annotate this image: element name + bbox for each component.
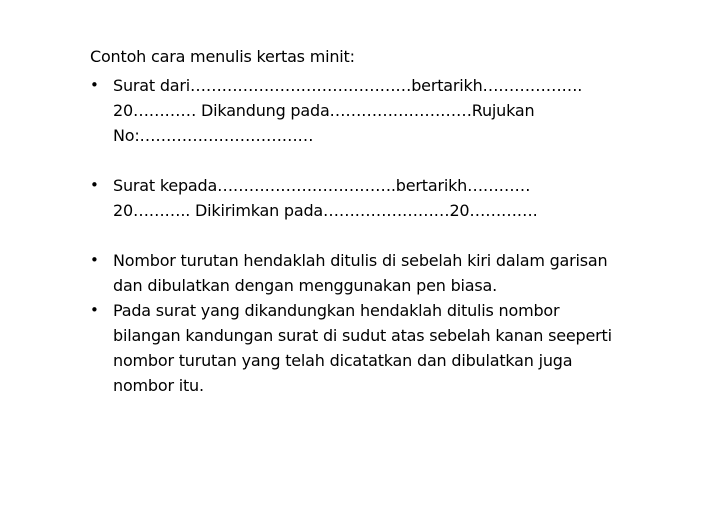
text-line: Surat dari……………………………………bertarikh………………. <box>113 76 583 95</box>
bullet-text <box>113 73 690 148</box>
bullet-item-surat-dari <box>90 73 690 148</box>
bullet-text <box>113 298 690 398</box>
text-line: nombor itu. <box>113 376 204 395</box>
slide-content <box>90 44 690 398</box>
bullet-icon: • <box>90 251 99 269</box>
spacer <box>90 223 690 248</box>
text-line: bilangan kandungan surat di sudut atas sebelah kanan seeperti <box>113 326 612 345</box>
bullet-text <box>113 173 690 223</box>
text-line: Surat kepada…………………………….bertarikh………… <box>113 176 531 195</box>
text-line: dan dibulatkan dengan menggunakan pen biasa. <box>113 276 497 295</box>
text-line: 20……….. Dikirimkan pada……………………20…………. <box>113 201 538 220</box>
text-line: nombor turutan yang telah dicatatkan dan dibulatkan juga <box>113 351 573 370</box>
text-line: 20………… Dikandung pada………………………Rujukan <box>113 101 535 120</box>
bullet-icon: • <box>90 301 99 319</box>
bullet-item-surat-kepada <box>90 173 690 223</box>
spacer <box>90 148 690 173</box>
bullet-text <box>113 248 690 298</box>
text-line: Nombor turutan hendaklah ditulis di sebelah kiri dalam garisan <box>113 251 608 270</box>
bullet-icon: • <box>90 176 99 194</box>
slide-heading: Contoh cara menulis kertas minit: <box>90 47 355 66</box>
bullet-item-nombor-turutan <box>90 248 690 298</box>
bullet-item-surat-dikandungkan <box>90 298 690 398</box>
text-line: No:…………………………… <box>113 126 314 145</box>
bullet-icon: • <box>90 76 99 94</box>
text-line: Pada surat yang dikandungkan hendaklah ditulis nombor <box>113 301 560 320</box>
